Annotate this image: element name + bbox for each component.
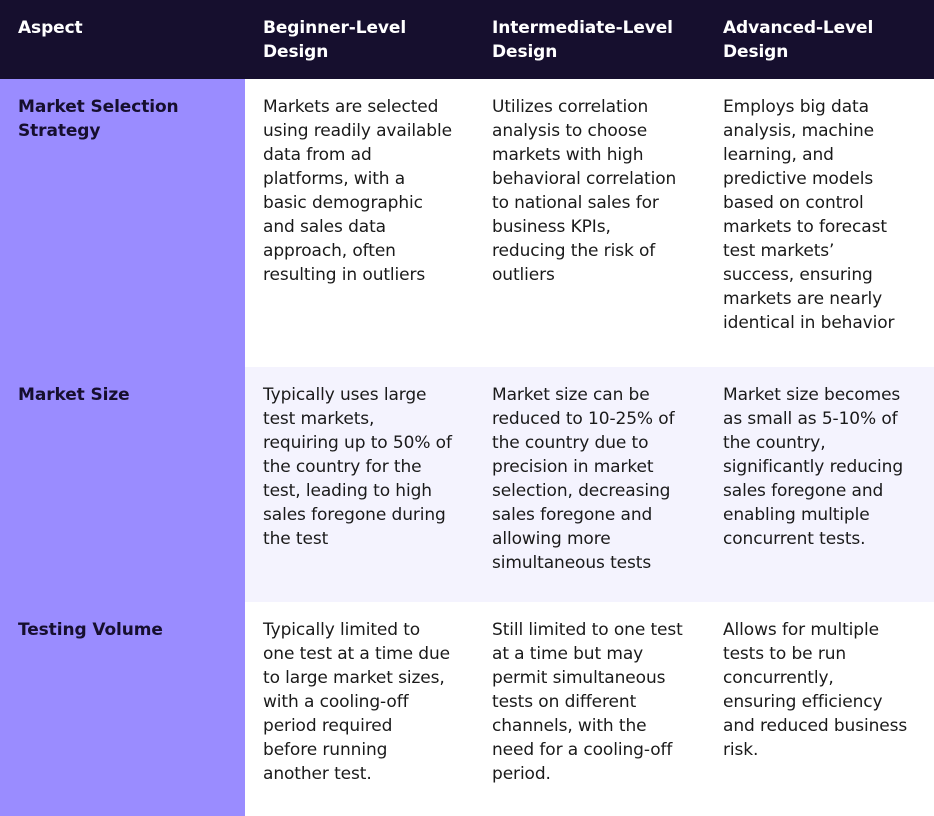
cell-market-selection-intermediate: Utilizes correlation analysis to choose markets with high behavioral correlation to national sales for business KPIs, reducing the risk of outliers (492, 97, 677, 285)
cell-testing-volume-intermediate: Still limited to one test at a time but may permit simultaneous tests on different channels, with the need for a cooling-off period. (492, 620, 683, 784)
cell-market-selection-beginner: Markets are selected using readily available data from ad platforms, with a basic demographic and sales data approach, often resulting in outliers (263, 97, 452, 285)
cell-market-selection-advanced: Employs big data analysis, machine learning, and predictive models based on control markets to forecast test markets’ success, ensuring markets are nearly identical in behavior (723, 97, 895, 333)
cell-market-size-beginner: Typically uses large test markets, requiring up to 50% of the country for the test, leading to high sales foregone during the test (263, 385, 452, 549)
row-label-testing-volume: Testing Volume (18, 620, 163, 640)
header-beginner: Beginner-Level Design (263, 18, 407, 62)
aspect-column (0, 79, 245, 816)
cell-market-size-advanced: Market size becomes as small as 5-10% of the country, significantly reducing sales foregone and enabling multiple concurrent tests. (723, 385, 904, 549)
header-intermediate: Intermediate-Level Design (492, 18, 673, 62)
cell-market-size-intermediate: Market size can be reduced to 10-25% of the country due to precision in market selection, decreasing sales foregone and allowing more simultaneous tests (492, 385, 675, 573)
header-aspect: Aspect (18, 18, 83, 38)
header-advanced: Advanced-Level Design (723, 18, 874, 62)
row-label-market-selection: Market Selection Strategy (18, 97, 179, 141)
table-header (0, 0, 934, 79)
cell-testing-volume-advanced: Allows for multiple tests to be run concurrently, ensuring efficiency and reduced business risk. (723, 620, 908, 760)
row-label-market-size: Market Size (18, 385, 130, 405)
cell-testing-volume-beginner: Typically limited to one test at a time due to large market sizes, with a cooling-off period required before running another test. (263, 620, 451, 784)
